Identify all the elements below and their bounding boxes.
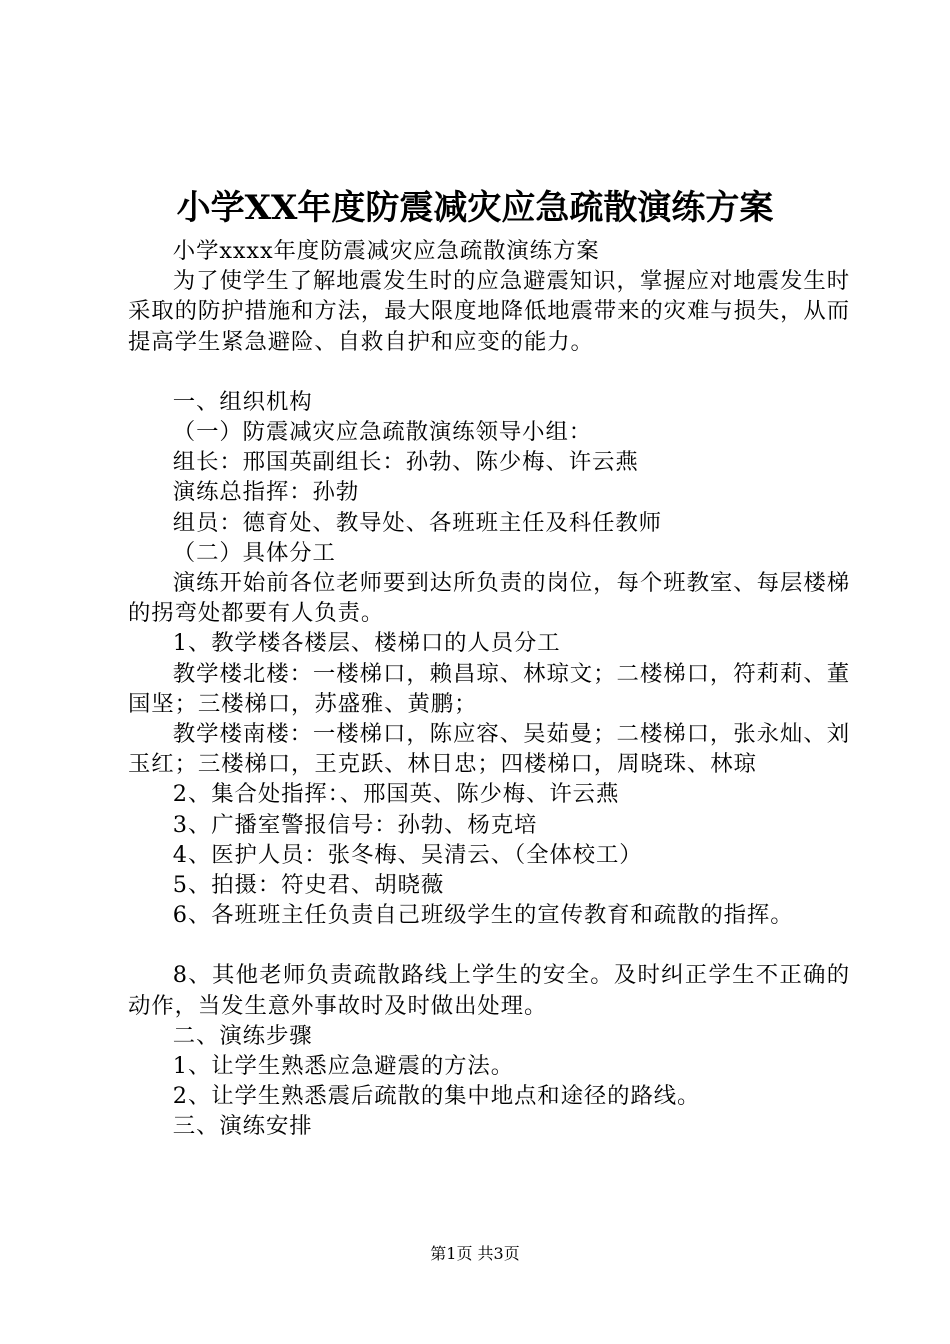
subsection-heading-leadership: （一）防震减灾应急疏散演练领导小组：	[172, 419, 593, 446]
document-title: 小学XX年度防震减灾应急疏散演练方案	[176, 188, 774, 228]
page-footer: 第1页 共3页	[430, 1244, 520, 1263]
list-item-2: 2、集合处指挥：、邢国英、陈少梅、许云燕	[172, 781, 620, 808]
paragraph-intro: 为了使学生了解地震发生时的应急避震知识，掌握应对地震发生时采取的防护措施和方法，最大限度地降低地震带来的灾难与损失，从而提高学生紧急避险、自救自护和应变的能力。	[128, 268, 851, 355]
paragraph-duties-intro: 演练开始前各位老师要到达所负责的岗位，每个班教室、每层楼梯的拐弯处都要有人负责。	[128, 570, 850, 627]
subsection-heading-duties: （二）具体分工	[172, 539, 336, 566]
section-heading-arrangement: 三、演练安排	[172, 1113, 313, 1140]
list-item-6: 6、各班班主任负责自己班级学生的宣传教育和疏散的指挥。	[172, 902, 794, 929]
paragraph-north-building: 教学楼北楼：一楼梯口，赖昌琼、林琼文；二楼梯口，符莉莉、董国坚；三楼梯口，苏盛雅、黄鹏；	[128, 660, 850, 717]
list-item-5: 5、拍摄：符史君、胡晓薇	[172, 872, 445, 899]
document-body	[128, 236, 850, 1142]
step-item-2: 2、让学生熟悉震后疏散的集中地点和途径的路线。	[172, 1083, 701, 1110]
step-item-1: 1、让学生熟悉应急避震的方法。	[172, 1053, 515, 1080]
list-item-8: 8、其他老师负责疏散路线上学生的安全。及时纠正学生不正确的动作，当发生意外事故时及时做出处理。	[128, 962, 850, 1019]
section-heading-organization: 一、组织机构	[172, 388, 313, 415]
blank-line	[128, 357, 850, 387]
paragraph-subtitle: 小学xxxx年度防震减灾应急疏散演练方案	[172, 238, 600, 264]
list-item-4: 4、医护人员：张冬梅、吴清云、（全体校工）	[172, 841, 643, 868]
paragraph-commander: 演练总指挥：孙勃	[172, 479, 360, 506]
list-item-1: 1、教学楼各楼层、楼梯口的人员分工	[172, 630, 561, 657]
section-heading-steps: 二、演练步骤	[172, 1022, 313, 1049]
paragraph-members: 组员：德育处、教导处、各班班主任及科任教师	[172, 509, 662, 536]
paragraph-south-building: 教学楼南楼：一楼梯口，陈应容、吴茹曼；二楼梯口，张永灿、刘玉红；三楼梯口，王克跃、林日忠；四楼梯口，周晓珠、林琼	[128, 721, 850, 778]
list-item-3: 3、广播室警报信号：孙勃、杨克培	[172, 811, 538, 838]
paragraph-leaders: 组长：邢国英副组长：孙勃、陈少梅、许云燕	[172, 449, 639, 476]
blank-line	[128, 930, 850, 960]
